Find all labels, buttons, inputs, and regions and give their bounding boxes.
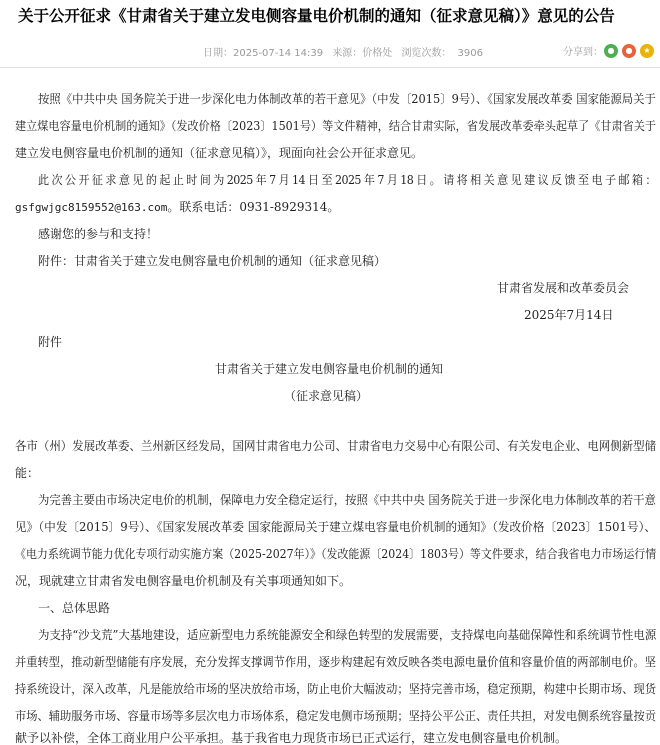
signer: 甘肃省发展和改革委员会 xyxy=(497,281,630,295)
views-count: 3906 xyxy=(457,48,483,59)
article-title: 关于公开征求《甘肃省关于建立发电侧容量电价机制的通知（征求意见稿）》意见的公告 xyxy=(18,7,615,25)
addressee-line: 各市（州）发展改革委、兰州新区经发局，国网甘肃省电力公司、甘肃省电力交易中心有限公司、有关发电企业、电网侧新型储 xyxy=(15,439,657,453)
para1-line: 见》（中发〔2015〕9号）、《国家发展改革委 国家能源局关于建立煤电容量电价机制的通知》（发改价格〔2023〕1501号）、 xyxy=(15,520,657,534)
intro-line: 按照《中共中央 国务院关于进一步深化电力体制改革的若干意见》（中发〔2015〕9号）、《国家发展改革委 国家能源局关于 xyxy=(38,92,656,106)
header-divider xyxy=(0,67,660,68)
para2-line: 持系统设计，深入改革，凡是能放给市场的坚决放给市场，防止电价大幅波动；坚持完善市场，稳定预期，构建中长期市场、现货 xyxy=(15,682,656,696)
para2-line: 并重转型，推动新型储能有序发展，充分发挥支撑调节作用，逐步构建起有效反映各类电源电量价值和容量价值的两部制电价。坚 xyxy=(15,655,656,669)
contact-line xyxy=(15,200,339,215)
para1-line: 为完善主要由市场决定电价的机制，保障电力安全稳定运行，按照《中共中央 国务院关于进一步深化电力体制改革的若干意 xyxy=(38,493,656,507)
document-title: 甘肃省关于建立发电侧容量电价机制的通知 xyxy=(215,362,444,376)
period-line: 此 次 公 开 征 求 意 见 的 起 止 时 间 为 2025 年 7 月 14 日 至 2025 年 7 月 18 日 。 请 将 相 关 意 见 建 议 反 馈 至 电 子 邮 箱 ： xyxy=(38,173,656,187)
attachment-heading: 附件 xyxy=(38,335,63,349)
intro-line: 建立发电侧容量电价机制的通知（征求意见稿）》，现面向社会公开征求意见。 xyxy=(15,146,424,160)
article-source: 来源：价格处 xyxy=(332,48,393,59)
sign-date: 2025年7月14日 xyxy=(524,308,614,322)
document-subtitle: （征求意见稿） xyxy=(284,389,369,403)
views-label: 浏览次数： xyxy=(401,48,452,59)
article-meta xyxy=(203,44,489,59)
attachment-link[interactable]: 附件：甘肃省关于建立发电侧容量电价机制的通知（征求意见稿） xyxy=(38,254,387,268)
para2-line: 为支持“沙戈荒”大基地建设，适应新型电力系统能源安全和绿色转型的发展需要，支持煤电向基础保障性和系统调节性电源 xyxy=(38,628,657,642)
para1-line: 况，现就建立甘肃省发电侧容量电价机制及有关事项通知如下。 xyxy=(15,574,352,588)
thanks-text: 感谢您的参与和支持！ xyxy=(38,227,159,241)
addressee-line: 能： xyxy=(15,466,40,480)
weibo-share-icon[interactable]: ● xyxy=(622,44,636,58)
wechat-share-icon[interactable]: ● xyxy=(604,44,618,58)
para1-line: 《电力系统调节能力优化专项行动实施方案（2025-2027年）》（发改能源〔2024〕1803号）等文件要求，结合我省电力市场运行情 xyxy=(15,547,657,561)
para2-line: 市场、辅助服务市场、容量市场等多层次电力市场体系，稳定发电侧市场预期；坚持公平公正、责任共担，对发电侧系统容量按贡 xyxy=(15,709,656,723)
share-label: 分享到： xyxy=(563,47,603,58)
para2-line: 献予以补偿，全体工商业用户公平承担。基于我省电力现货市场已正式运行，建立发电侧容量电价机制。 xyxy=(15,731,568,745)
intro-line: 建立煤电容量电价机制的通知》（发改价格〔2023〕1501号）等文件精神，结合甘肃实际，省发展改革委牵头起草了《甘肃省关于 xyxy=(15,119,657,133)
publish-date: 日期：2025-07-14 14:39 xyxy=(203,48,324,59)
email-address[interactable]: gsfgwjgc8159552@163.com xyxy=(15,201,168,214)
qzone-share-icon[interactable]: ★ xyxy=(640,44,654,58)
phone-number: 。联系电话：0931-8929314。 xyxy=(167,200,340,214)
section-heading: 一、总体思路 xyxy=(38,601,111,615)
